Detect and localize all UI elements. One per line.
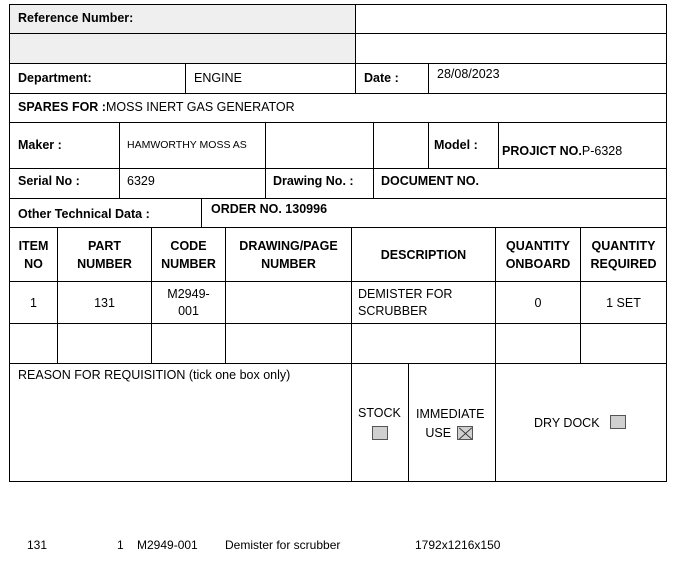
column-header-quantity-required <box>580 227 667 282</box>
drawing-label-cell <box>265 168 374 199</box>
immediate-label: IMMEDIATE <box>416 407 485 421</box>
model-value-label: PROJICT NO. <box>502 144 582 158</box>
table-cell-empty <box>225 323 352 364</box>
blank-cell <box>355 33 667 64</box>
table-cell-drawing-page <box>225 281 352 324</box>
maker-value-cell <box>119 122 266 169</box>
date-label-cell <box>355 63 429 94</box>
date-value-cell <box>428 63 667 94</box>
column-header-line: CODE <box>170 238 207 253</box>
footer-description: Demister for scrubber <box>225 538 341 552</box>
drawing-value-cell <box>373 168 667 199</box>
reference-label-cell <box>9 4 356 34</box>
column-header-quantity-onboard <box>495 227 581 282</box>
blank-shaded-cell <box>9 33 356 64</box>
dry-dock-option-cell[interactable] <box>495 363 667 482</box>
column-header-line: NO <box>24 256 43 271</box>
other-value-cell <box>201 198 667 228</box>
column-header-line: ITEM <box>18 238 49 253</box>
table-cell-empty <box>57 323 152 364</box>
table-cell-code-number <box>151 281 226 324</box>
maker-label: Maker : <box>18 138 62 152</box>
serial-label-cell <box>9 168 120 199</box>
blank-cell <box>265 122 374 169</box>
footer-part: 131 <box>27 538 48 552</box>
date-value: 28/08/2023 <box>437 67 500 81</box>
maker-label-cell <box>9 122 120 169</box>
table-cell-empty <box>351 323 496 364</box>
serial-value: 6329 <box>127 174 155 188</box>
spares-for-value: MOSS INERT GAS GENERATOR <box>105 100 295 114</box>
footer-code: M2949-001 <box>137 538 198 552</box>
column-header-code-number <box>151 227 226 282</box>
reason-label: REASON FOR REQUISITION (tick one box only) <box>18 368 291 382</box>
column-header-item-no <box>9 227 58 282</box>
column-header-line: NUMBER <box>261 256 316 271</box>
table-cell-description <box>351 281 496 324</box>
department-value: ENGINE <box>194 71 242 85</box>
quantity-required-value: 1 SET <box>606 295 641 310</box>
footer-qty: 1 <box>117 538 124 552</box>
reason-label-cell <box>9 363 352 482</box>
serial-label: Serial No : <box>18 174 80 188</box>
spares-for-label: SPARES FOR : <box>18 100 106 114</box>
column-header-line: DESCRIPTION <box>380 247 467 262</box>
item-no-value: 1 <box>30 295 37 310</box>
date-label: Date : <box>364 71 399 85</box>
model-label-cell <box>428 122 499 169</box>
table-cell-item-no <box>9 281 58 324</box>
reference-value-cell[interactable] <box>355 4 667 34</box>
use-label: USE <box>425 426 452 440</box>
table-cell-part-number <box>57 281 152 324</box>
requisition-form <box>9 4 667 482</box>
column-header-line: QUANTITY <box>591 238 656 253</box>
department-label-cell <box>9 63 186 94</box>
quantity-onboard-value: 0 <box>534 295 542 310</box>
column-header-line: NUMBER <box>77 256 132 271</box>
table-cell-empty <box>580 323 667 364</box>
department-value-cell <box>185 63 356 94</box>
table-cell-empty <box>9 323 58 364</box>
column-header-drawing-page <box>225 227 352 282</box>
stock-checkbox[interactable] <box>372 426 388 440</box>
dry-dock-checkbox[interactable] <box>610 415 626 429</box>
drawing-label: Drawing No. : <box>273 174 354 188</box>
column-header-line: REQUIRED <box>590 256 657 271</box>
table-cell-empty <box>151 323 226 364</box>
model-value-cell <box>498 122 667 169</box>
other-value: ORDER NO. 130996 <box>211 202 328 216</box>
column-header-line: DRAWING/PAGE <box>239 238 338 253</box>
code-number-line: M2949- <box>167 286 210 301</box>
table-cell-quantity-required <box>580 281 667 324</box>
other-label-cell <box>9 198 202 228</box>
column-header-line: NUMBER <box>161 256 216 271</box>
reference-label: Reference Number: <box>18 11 134 25</box>
model-value: P-6328 <box>581 144 623 158</box>
other-label: Other Technical Data : <box>18 207 150 221</box>
serial-value-cell <box>119 168 266 199</box>
drawing-value: DOCUMENT NO. <box>381 174 479 188</box>
footer-dimensions: 1792x1216x150 <box>415 538 501 552</box>
column-header-line: ONBOARD <box>505 256 571 271</box>
table-cell-empty <box>495 323 581 364</box>
stock-label: STOCK <box>358 406 401 420</box>
description-line: SCRUBBER <box>358 304 428 318</box>
blank-cell <box>373 122 429 169</box>
column-header-line: PART <box>87 238 122 253</box>
maker-value: HAMWORTHY MOSS AS <box>127 139 247 151</box>
stock-option-cell[interactable] <box>351 363 409 482</box>
dry-dock-label: DRY DOCK <box>534 416 600 430</box>
description-line: DEMISTER FOR <box>358 287 453 301</box>
part-number-value: 131 <box>94 295 115 310</box>
spares-for-cell <box>9 93 667 123</box>
immediate-use-checkbox[interactable] <box>457 426 473 440</box>
table-cell-quantity-onboard <box>495 281 581 324</box>
column-header-description <box>351 227 496 282</box>
model-label: Model : <box>434 138 478 152</box>
department-label: Department: <box>18 71 92 85</box>
column-header-part-number <box>57 227 152 282</box>
code-number-line: 001 <box>178 303 199 318</box>
column-header-line: QUANTITY <box>506 238 570 253</box>
immediate-use-option-cell[interactable] <box>408 363 496 482</box>
